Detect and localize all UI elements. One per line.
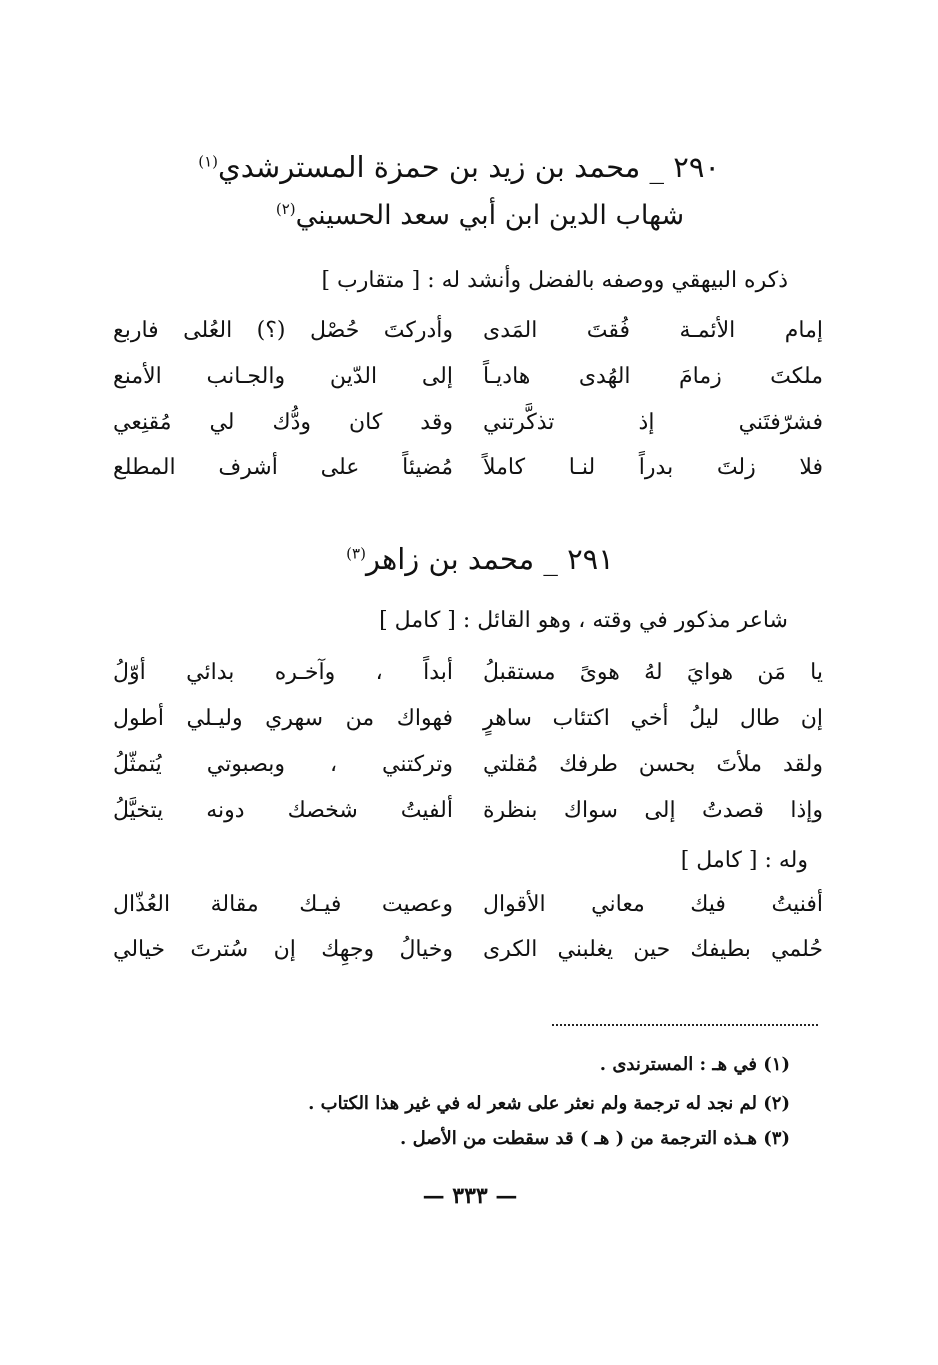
verse-second-hemistich: أبداً ، وآخـره بدائي أوّلُ [113,660,453,685]
footnote-3: (٣) هـذه الترجمة من ( هـ ) قد سقطت من الأصل . [400,1128,790,1149]
verse-second-hemistich: إلى الدّين والجـانب الأمنع [113,364,453,389]
verse-first-hemistich: وإذا قصدتُ إلى سواك بنظرة [483,798,823,823]
verse-second-hemistich: وقد كان ودُّك لي مُقنِعي [113,410,453,435]
footnote-ref-2: (٢) [275,200,296,218]
verse-second-hemistich: وتركتني ، وبصبوتي يُتمثّلُ [113,752,453,777]
footnote-2: (٢) لم نجد له ترجمة ولم نعثر على شعر له في غير هذا الكتاب . [308,1093,790,1114]
verse-second-hemistich: وأدركتَ حُصْل (؟) العُلى فاربع [113,318,453,343]
entry-291-title [240,542,720,576]
verse-first-hemistich: إمام الأئمـة فُقتَ المَدى [483,318,823,343]
verse-second-hemistich: وعصيت فيـك مقالة العُذّال [113,892,453,917]
verse-first-hemistich: حُلمي بطيفك حين يغلبني الكرى [483,937,823,962]
verse-first-hemistich: ولقد ملأتَ بحسن طرفك مُقلتي [483,752,823,777]
entry-290-intro: ذكره البيهقي ووصفه بالفضل وأنشد له : [ متقارب ] [321,268,788,293]
entry-290-subtitle [240,200,720,231]
entry-291-intro-2: وله : [ كامل ] [680,848,808,873]
entry-291-intro: شاعر مذكور في وقته ، وهو القائل : [ كامل ] [379,608,788,633]
footnote-ref-3: (٣) [346,544,366,563]
entry-290-title [198,150,720,184]
entry-290-subtitle-text: شهاب الدين ابن أبي سعد الحسيني [295,200,685,231]
verse-second-hemistich: فهواك من سهري وليـلي أطول [113,706,453,731]
verse-second-hemistich: وخيالُ وجهِك إن سُترتَ خيالي [113,937,453,962]
footnote-divider [552,1024,818,1026]
verse-second-hemistich: مُضيئاً على أشرف المطلع [113,455,453,480]
verse-second-hemistich: ألفيتُ شخصك دونه يتخيَّلُ [113,798,453,823]
verse-first-hemistich: أفنيتُ فيك معاني الأقوال [483,892,823,917]
verse-first-hemistich: إن طال ليلُ أخي اكتئاب ساهرٍ [483,706,823,731]
verse-first-hemistich: يا مَن هوايَ لهُ هوىً مستقبلُ [483,660,823,685]
page-number: — ٣٣٣ — [422,1183,518,1209]
footnote-1: (١) في هـ : المسترندى . [599,1054,790,1075]
verse-first-hemistich: فلا زلتَ بدراً لنـا كاملاً [483,455,823,480]
entry-290-title-text: ٢٩٠ _ محمد بن زيد بن حمزة المسترشدي [218,150,720,184]
footnote-ref-1: (١) [198,152,219,171]
entry-291-title-text: ٢٩١ _ محمد بن زاهر [365,542,614,576]
verse-first-hemistich: ملكتَ زمامَ الهُدى هاديـاً [483,364,823,389]
verse-first-hemistich: فشرّفتَني إذ تذكَّرتني [483,410,823,435]
